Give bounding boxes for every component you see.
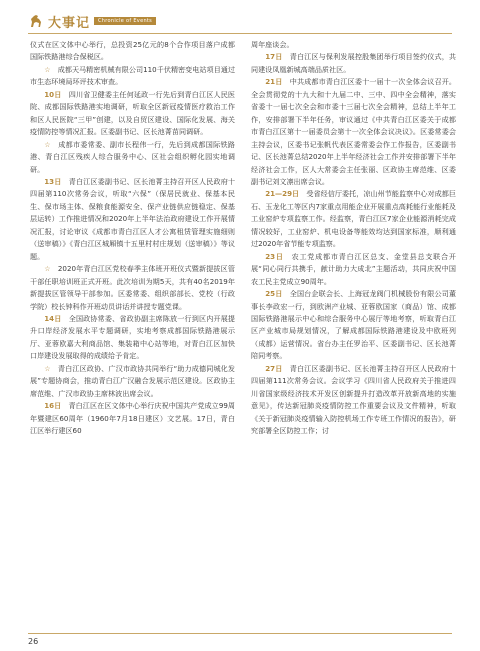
- entry-date: 13日: [44, 176, 62, 186]
- continued-entry: [30, 39, 235, 64]
- entry-text: 中共成都市青白江区委十一届十一次全体会议召开。全会贯彻党的十九大和十九届二中、三中、四中全会精神，落实省委十一届七次全会和市委十三届七次全会精神，总结上半年工作，安排部署下半年任务，审议通过《中共青白江区委关于成都市青白江区第十一届委员会第十一次全体会议决议》。区委常委会主持会议，区委书记张帆代表区委常委会作工作报告，区委副书记、区长池菁总结2020年上半年经济社会工作并安排部署下半年经济社会工作，区人大常委会主任张丽、区政协主席范维、区委副书记刘文凛出席会议。: [251, 77, 457, 186]
- entry-text: 成都市委常委、副市长程伟一行，先后到成都国际铁路港、青白江区残疾人综合服务中心、区社会组织孵化园实地调研。: [30, 139, 236, 174]
- entry-date: 14日: [44, 313, 62, 323]
- entry-date: 10日: [44, 89, 62, 99]
- dated-entry: [251, 251, 456, 288]
- left-column: [30, 39, 235, 438]
- entry-date: 17日: [265, 52, 283, 62]
- dated-entry: [251, 363, 456, 438]
- entry-date: 21日: [265, 77, 283, 87]
- entry-text: 农工党成都市青白江区总支、金堂县总支联合开展“同心同行共携手，献计助力大成北”主题活动，共同庆祝中国农工民主党成立90周年。: [251, 251, 457, 286]
- entry-text: 成都天马精密机械有限公司110千伏精密变电站项目通过市生态环境局环评技术审查。: [30, 64, 235, 87]
- entry-text: 全国台企联会长、上海冠龙阀门机械股份有限公司董事长李政宏一行，到欧洲产业城、亚蓉欧国家（商品）馆、成都国际铁路港展示中心和综合服务中心展厅等地考察，听取青白江区产业城市局规划情况，了解成都国际铁路港建设及中欧班列（成都）运营情况。省台办主任罗治平、区委副书记、区长池菁陪同考察。: [251, 289, 457, 361]
- star-bullet-icon: ☆: [44, 264, 51, 274]
- dated-entry: [30, 400, 235, 437]
- dated-entry: [251, 288, 456, 363]
- entry-text: 青白江区委副书记、区长池菁主持召开区人民政府十四届第111次常务会议。会议学习《四川省人民政府关于推进四川省国家级经济技术开发区创新提升打造改革开放新高地的实施意见》，传达新冠肺炎疫情防控工作重要会议及文件精神，听取《关于新冠肺炎疫情输入防控机场工作专班工作情况的报告》，研究部署全区防控工作；讨: [251, 363, 457, 436]
- header-rule: [28, 33, 452, 34]
- bullet-entry: [30, 263, 235, 313]
- entry-date: 27日: [265, 363, 283, 373]
- bullet-entry: [30, 363, 235, 400]
- bullet-entry: [30, 139, 235, 176]
- footer-rule: [28, 633, 452, 634]
- entry-text: 青白江区在区文体中心举行庆祝中国共产党成立99周年暨建区60周年（1960年7月18日建区）文艺展。17日，青白江区举行建区60: [30, 401, 236, 436]
- section-title: 大事记: [48, 15, 91, 31]
- entry-text: 四川省卫健委主任何延政一行先后到青白江区人民医院、成都国际铁路港实地调研，听取全区新冠疫情医疗救治工作和区人民医院“三甲”创建，以及自贸区建设、国际化发展、海关疫情防控等情况汇报。区委副书记、区长池菁苗同调研。: [30, 89, 236, 137]
- dated-entry: [251, 76, 456, 188]
- dated-entry: [30, 89, 235, 139]
- dated-entry: [30, 313, 235, 363]
- right-column: [251, 39, 456, 438]
- dated-entry: [30, 176, 235, 263]
- dated-entry: [251, 51, 456, 76]
- entry-date: 21—29日: [265, 189, 300, 199]
- page-number: 26: [28, 637, 39, 646]
- entry-date: 25日: [265, 289, 283, 299]
- horse-statue-icon: [28, 13, 44, 29]
- bullet-entry: [30, 64, 235, 89]
- entry-text: 仪式在区文体中心举行，总投资25亿元的8个合作项目落户成都国际铁路港综合保税区。: [30, 40, 235, 62]
- dated-entry: [251, 188, 456, 250]
- star-bullet-icon: ☆: [44, 363, 51, 373]
- entry-text: 青白江区政协、广汉市政协共同举行“助力成德同城化发展”专题协商会，推动青白江广汉融合发展示范区建设。区政协主席范维、广汉市政协主席林波出席会议。: [30, 363, 235, 398]
- entry-text: 周年座谈会。: [251, 40, 294, 49]
- continued-entry: [251, 39, 456, 51]
- entry-text: 青白江区与保利发展控股集团举行项目签约仪式，共同建设凤凰新城高端品质社区。: [251, 52, 457, 74]
- star-bullet-icon: ☆: [44, 64, 51, 74]
- page-header: [28, 10, 156, 32]
- entry-date: 16日: [44, 401, 62, 411]
- entry-text: 全国政协常委、省政协副主席陈放一行到区内开展提升口岸经济发展水平专题调研，实地考察成都国际铁路港展示厅、亚蓉欧嘉大利商品馆、集装箱中心站等地，对青白江区加快口岸建设发展取得的成绩给予肯定。: [30, 313, 236, 361]
- entry-text: 受省经信厅委托，凉山州节能监察中心对成都巨石、玉龙化工等区内7家重点用能企业开展重点高耗能行业能耗及工业窑炉专项监察工作。经监察，青白江区7家企业能源消耗完成情况较好，工业窑炉、机电设备等能效均达到国家标准，顺利通过2020年省节能专项监察。: [251, 189, 457, 249]
- entry-text: 青白江区委副书记、区长池菁主持召开区人民政府十四届第110次常务会议，听取“六保”（保居民就业、保基本民生、保市场主体、保粮食能源安全、保产业链供应链稳定、保基层运转）工作推进情况和2020年上半年法治政府建设工作开展情况汇报，讨论审议《成都市青白江区人才公寓租赁管理实施细则（送审稿）》《青白江区城厢镇十五里村村庄规划（送审稿）》等议题。: [30, 176, 236, 261]
- star-bullet-icon: ☆: [44, 139, 51, 149]
- entry-date: 23日: [265, 251, 284, 261]
- entry-text: 2020年青白江区党校春季主体班开班仪式暨新提拔区管干部任职培训班正式开班。此次培训为期5天，共有40名2019年新提拔区管领导干部参加。区委常委、组织部部长、党校（行政学院）校长钟科作开班动员讲话并讲授专题党课。: [30, 264, 235, 311]
- section-subtitle: Chronicle of Events: [94, 17, 156, 25]
